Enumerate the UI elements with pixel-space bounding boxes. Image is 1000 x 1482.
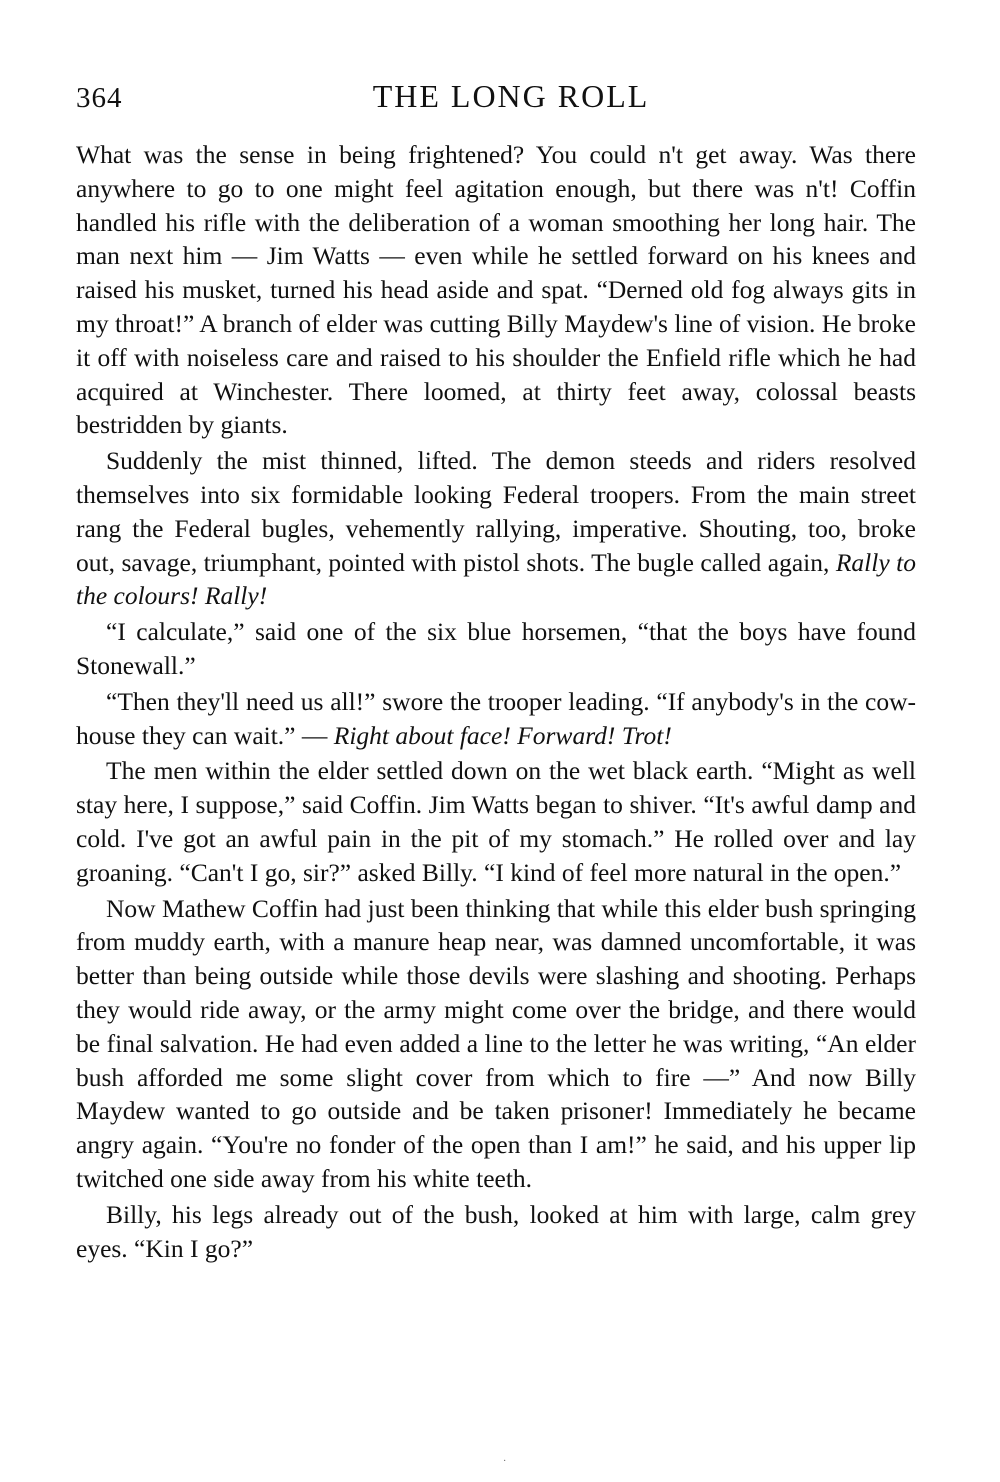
paragraph-7: Billy, his legs already out of the bush, looked at him with large, calm grey eyes. “Kin I go?” xyxy=(76,1199,916,1263)
running-head-title: THE LONG ROLL xyxy=(372,78,650,114)
footer-dot: · xyxy=(503,1456,507,1467)
paragraph-2-text: Suddenly the mist thinned, lifted. The demon steeds and riders resolved themselves into six formidable looking Federal troopers. From the main street rang the Federal bugles, vehemently rallying, imperative. Shouting, too, broke out, savage, triumphant, pointed with pistol shots. The bugle called again, xyxy=(76,446,916,577)
paragraph-3: “I calculate,” said one of the six blue horsemen, “that the boys have found Stonewall.” xyxy=(76,617,916,680)
paragraph-2 xyxy=(76,444,916,613)
paragraph-2-italic: Rally to the colours! Rally! xyxy=(76,547,916,611)
paragraph-6: Now Mathew Coffin had just been thinking that while this elder bush springing from muddy earth, with a manure heap near, was damned uncomfortable, it was better than being outside while those devils were slashing and shooting. Perhaps they would ride away, or the army might come over the bridge, and there would be final salvation. He had even added a line to the letter he was writing, “An elder bush afforded me some slight cover from which to fire —” And now Billy Maydew wanted to go outside and be taken prisoner! Immediately he became angry again. “You're no fonder of the open than I am!” he said, and his upper lip twitched one side away from his white teeth. xyxy=(76,893,916,1193)
paragraph-1: What was the sense in being frightened? You could n't get away. Was there anywhere to go to one might feel agitation enough, but there was n't! Coffin handled his rifle with the deliberation of a woman smoothing her long hair. The man next him — Jim Watts — even while he settled forward on his knees and raised his musket, turned his head aside and spat. “Derned old fog always gits in my throat!” A branch of elder was cutting Billy Maydew's line of vision. He broke it off with noiseless care and raised to his shoulder the Enfield rifle which he had acquired at Winchester. There loomed, at thirty feet away, colossal beasts bestridden by giants. xyxy=(76,140,916,440)
paragraph-4-text: “Then they'll need us all!” swore the trooper leading. “If anybody's in the cow-house they can wait.” — xyxy=(76,686,916,750)
book-page xyxy=(76,78,916,1265)
page-header xyxy=(76,78,916,138)
paragraph-4 xyxy=(76,685,916,753)
paragraph-4-italic: Right about face! Forward! Trot! xyxy=(333,720,672,750)
page-number: 364 xyxy=(76,82,123,114)
paragraph-5: The men within the elder settled down on the wet black earth. “Might as well stay here, I suppose,” said Coffin. Jim Watts began to shiver. “It's awful damp and cold. I've got an awful pain in the pit of my stomach.” He rolled over and lay groaning. “Can't I go, sir?” asked Billy. “I kind of feel more natural in the open.” xyxy=(76,756,916,887)
